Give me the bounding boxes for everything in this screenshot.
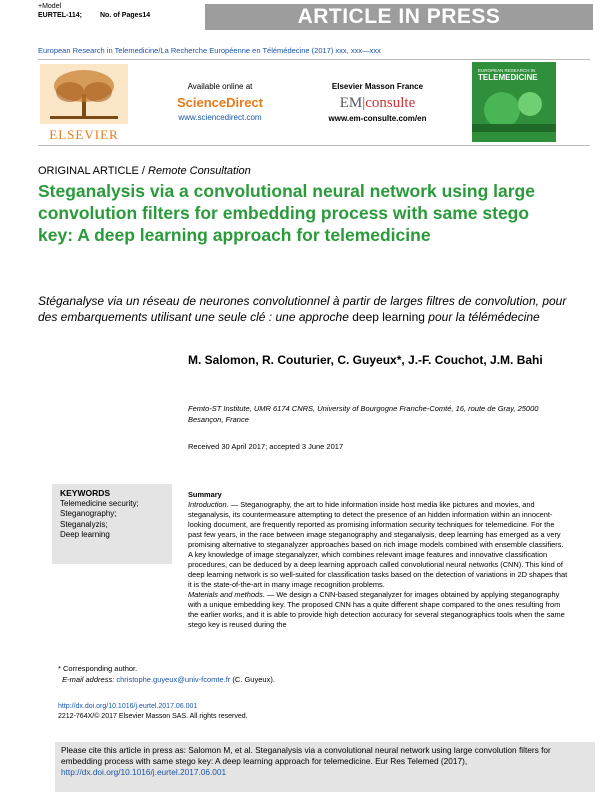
- page-count: No. of Pages14: [100, 12, 151, 19]
- keyword-item: Steganography;: [60, 509, 117, 518]
- abstract: [188, 490, 568, 630]
- model-tag: +Model: [38, 3, 62, 10]
- page-footer: [58, 702, 248, 722]
- citation-doi-link[interactable]: http://dx.doi.org/10.1016/j.eurtel.2017.06.001: [61, 767, 227, 777]
- abstract-methods: Materials and methods. — We design a CNN-based steganalyzer for images obtained by applying steganography with a unique embedding key. The proposed CNN has a quite different shape compared to the ones resulting from the earlier works, and it is able to provide high detection accuracy for several steganographics tools when the same stego key is reused during the: [188, 590, 565, 629]
- article-title: Steganalysis via a convolutional neural network using large convolution filters for embedding process with same stego key: A deep learning approach for telemedicine: [38, 181, 535, 245]
- citation-box: [55, 742, 595, 792]
- abstract-introduction: Introduction. — Steganography, the art to hide information inside host media like pictures and movies, and steganalysis, its countermeasure attempting to detect the presence of an hidden information within an innocent-looking document, are frequently reported as promising information security techniques for telemedicine. For the past few years, in the race between image steganography and steganalysis, deep learning has emerged as a very promising alternative to steganalyzer approaches based on rich image models combined with ensemble classifiers. A key knowledge of image steganalyzer, which combines relevant image features and innovative classification procedures, can be deduced by a deep learning approach called convolutional neural networks (CNN). This kind of deep learning network is so well-suited for classification tasks based on the detection of variations in 2D shapes that it is the state-of-the-art in many image recognition problems.: [188, 500, 568, 589]
- doi-link[interactable]: http://dx.doi.org/10.1016/j.eurtel.2017.06.001: [58, 703, 198, 710]
- sciencedirect-url[interactable]: www.sciencedirect.com: [178, 113, 262, 122]
- citation-text: Please cite this article in press as: Salomon M, et al. Steganalysis via a convolutional neural network using large convolution filters for embedding process with same stego key: A deep learning approach for telemedicine. Eur Res Telemed (2017),: [61, 745, 551, 766]
- keyword-item: Telemedicine security;: [60, 498, 139, 508]
- article-section: ORIGINAL ARTICLE / Remote Consultation: [38, 165, 251, 177]
- elsevier-logo: [40, 64, 128, 142]
- article-code: EURTEL-114;: [38, 12, 82, 19]
- elsevier-wordmark: ELSEVIER: [49, 127, 119, 142]
- keywords-box: [52, 484, 172, 564]
- available-online-label: Available online at: [187, 82, 253, 91]
- keywords-title: KEYWORDS: [60, 488, 111, 498]
- received-dates: Received 30 April 2017; accepted 3 June 2017: [188, 442, 344, 451]
- author-list: M. Salomon, R. Couturier, C. Guyeux*, J.-F. Couchot, J.M. Bahi: [188, 353, 543, 367]
- sciencedirect-block: [150, 82, 290, 122]
- article-in-press-banner: ARTICLE IN PRESS: [205, 4, 593, 30]
- cover-graphic-icon: [472, 82, 556, 132]
- email-line: E-mail address: christophe.guyeux@univ-fcomte.fr (C. Guyeux).: [62, 675, 275, 684]
- masson-label: Elsevier Masson France: [331, 82, 424, 91]
- email-link[interactable]: christophe.guyeux@univ-fcomte.fr: [116, 675, 231, 684]
- corresponding-footnote: [58, 663, 275, 685]
- journal-cover-image: EUROPEAN RESEARCH IN TELEMEDICINE: [472, 62, 556, 142]
- em-consulte-block: [300, 82, 455, 123]
- em-consulte-url[interactable]: www.em-consulte.com/en: [328, 114, 427, 123]
- author-affiliation: Femto-ST Institute, UMR 6174 CNRS, University of Bourgogne Franche-Comté, 16, route de Gray, 25000 Besançon, France: [188, 404, 539, 424]
- summary-heading: Summary: [188, 490, 222, 499]
- journal-citation-line[interactable]: European Research in Telemedicine/La Recherche Européenne en Télémédecine (2017) xxx, xxx—xxx: [38, 46, 381, 55]
- keyword-item: Deep learning: [60, 530, 110, 539]
- french-title: Stéganalyse via un réseau de neurones convolutionnel à partir de larges filtres de convolution, pour des embarquements utilisant une seule clé : une approche deep learning pour la télémédecine: [38, 294, 567, 324]
- sciencedirect-logo: ScienceDirect: [177, 95, 263, 110]
- issn-copyright: 2212-764X/© 2017 Elsevier Masson SAS. All rights reserved.: [58, 713, 248, 720]
- em-consulte-logo: EM|consulte: [339, 95, 416, 111]
- keyword-item: Steganalyzis;: [60, 519, 108, 529]
- corresponding-author-label: * Corresponding author.: [58, 664, 138, 673]
- elsevier-tree-icon: [40, 64, 128, 124]
